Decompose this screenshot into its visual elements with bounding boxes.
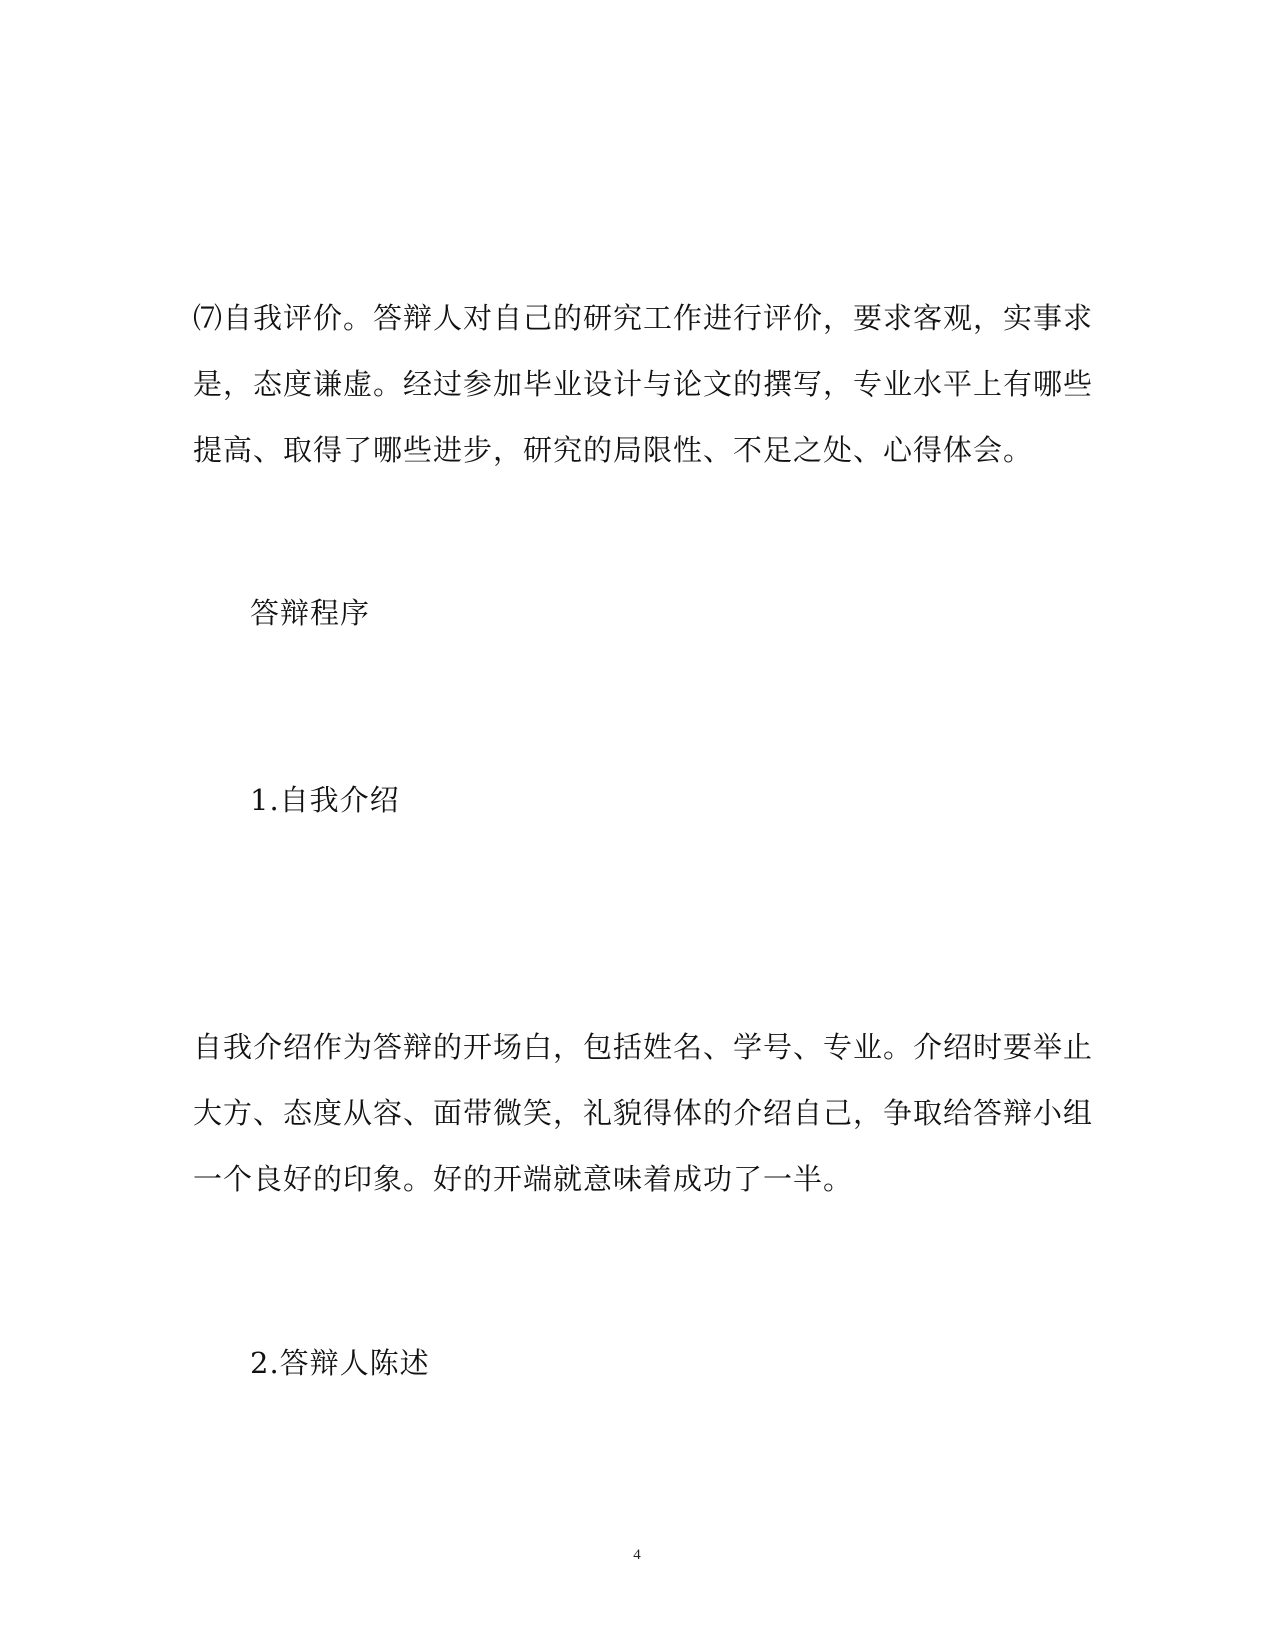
paragraph-line: 一个良好的印象。好的开端就意味着成功了一半。 bbox=[193, 1162, 854, 1196]
paragraph-line: 提高、取得了哪些进步，研究的局限性、不足之处、心得体会。 bbox=[193, 433, 1034, 467]
subsection-heading-statement: 2.答辩人陈述 bbox=[250, 1346, 430, 1380]
paragraph-line: ⑺自我评价。答辩人对自己的研究工作进行评价，要求客观，实事求 bbox=[193, 301, 1094, 335]
paragraph-line: 大方、态度从容、面带微笑，礼貌得体的介绍自己，争取给答辩小组 bbox=[193, 1096, 1094, 1130]
section-heading-procedure: 答辩程序 bbox=[250, 596, 371, 630]
page-number: 4 bbox=[633, 1547, 641, 1563]
paragraph-self-evaluation bbox=[193, 285, 1093, 483]
paragraph-line: 自我介绍作为答辩的开场白，包括姓名、学号、专业。介绍时要举止 bbox=[193, 1030, 1094, 1064]
subsection-heading-intro: 1.自我介绍 bbox=[250, 783, 400, 817]
paragraph-intro bbox=[193, 1014, 1093, 1212]
paragraph-line: 是，态度谦虚。经过参加毕业设计与论文的撰写，专业水平上有哪些 bbox=[193, 367, 1094, 401]
